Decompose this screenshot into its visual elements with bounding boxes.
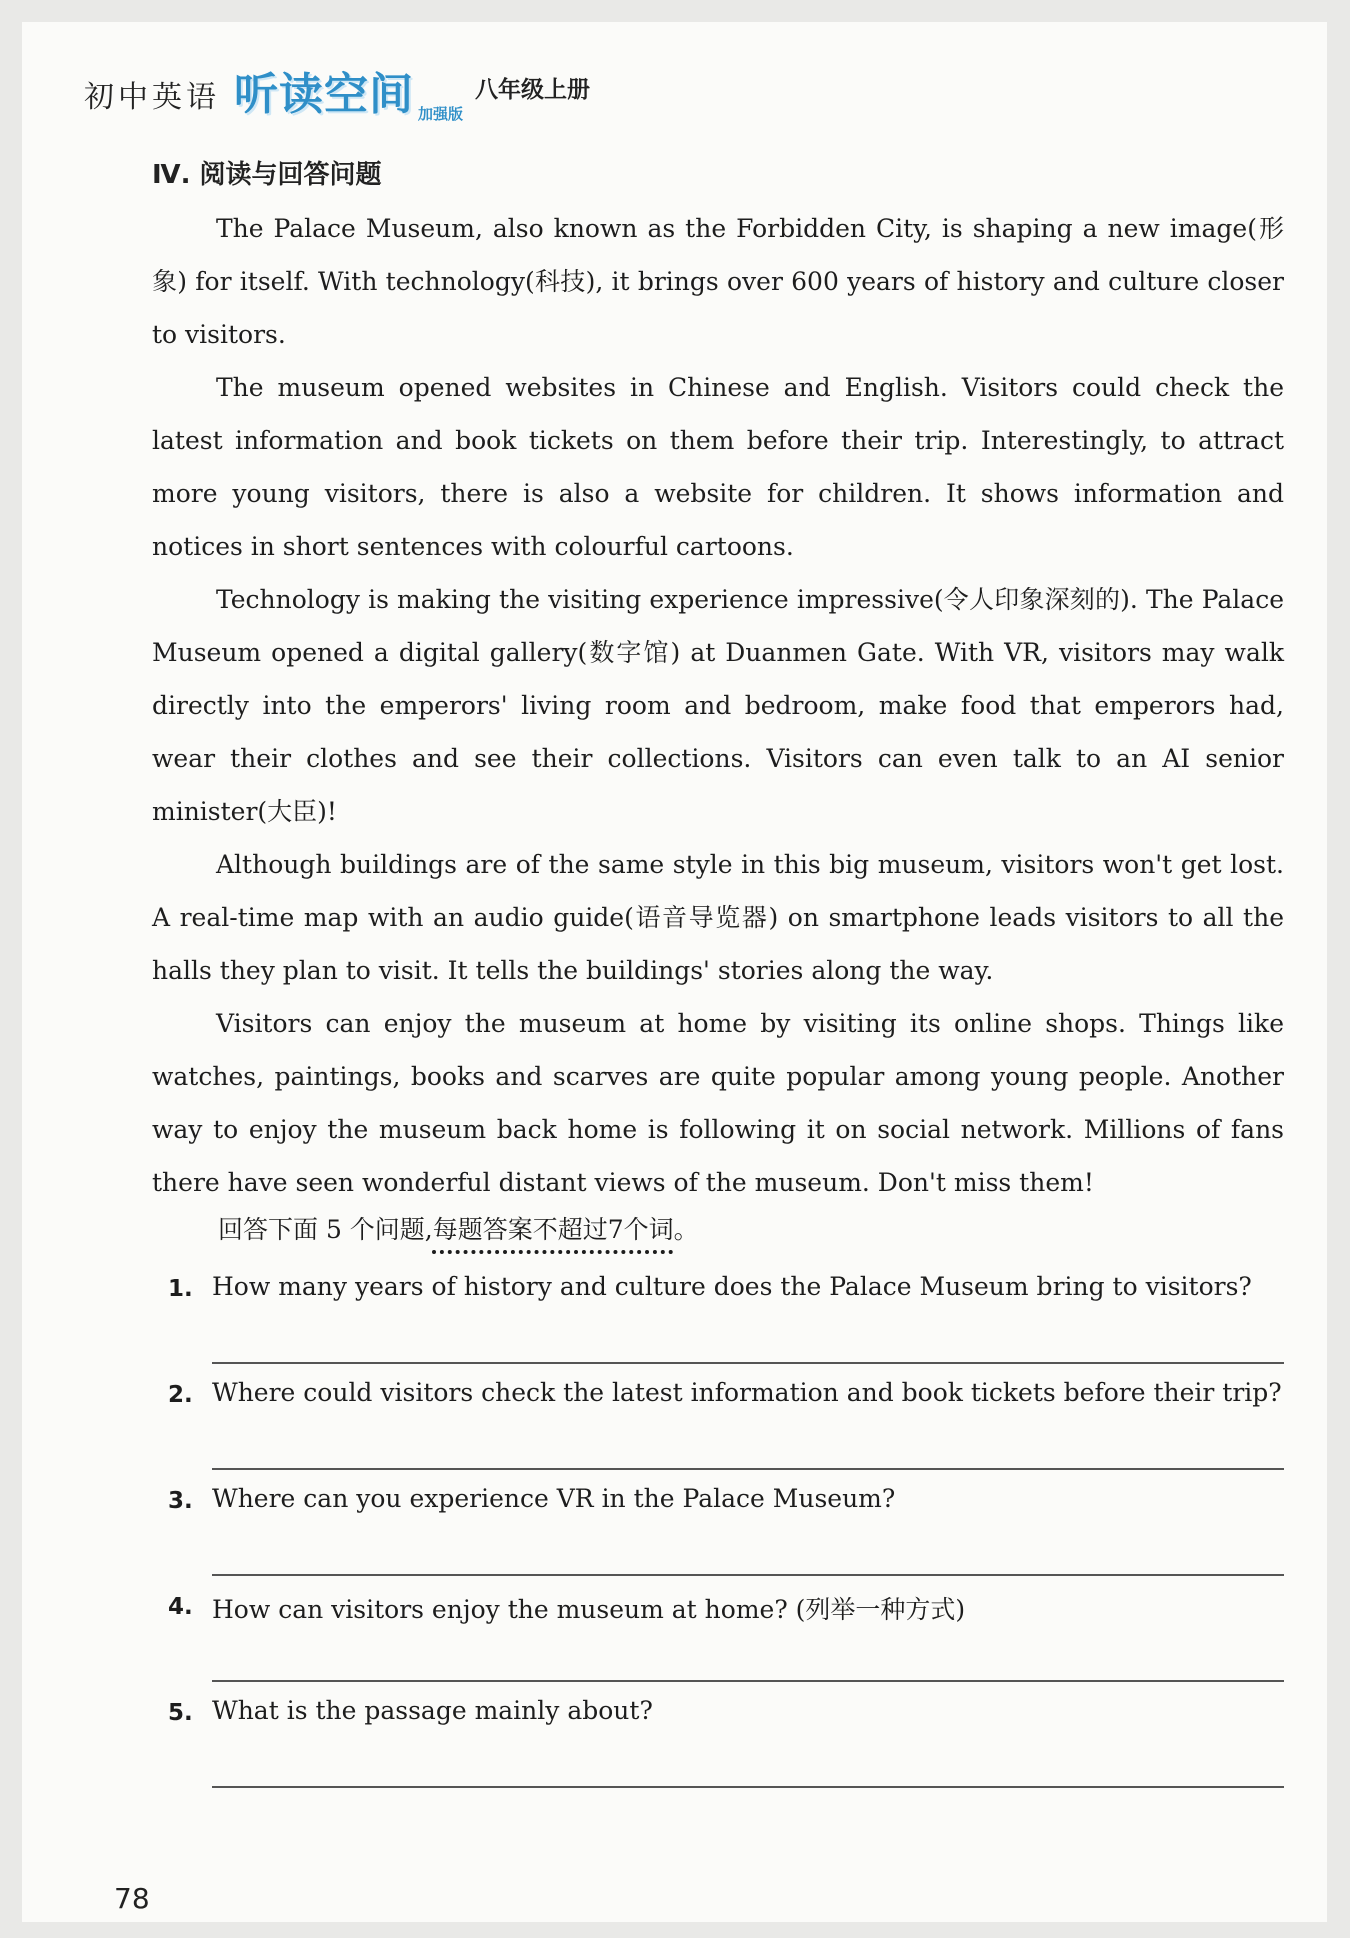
page-header [84,60,590,130]
answer-line[interactable] [212,1362,1284,1364]
brand-logo: 听读空间 [234,69,414,120]
question-item [168,1586,1284,1692]
series-title: 初中英语 [84,80,220,115]
instruction-suffix: 。 [673,1215,699,1244]
question-item [168,1374,1284,1480]
answer-line[interactable] [212,1468,1284,1470]
grade-label: 八年级上册 [475,77,591,103]
section-title: Ⅳ. 阅读与回答问题 [152,160,382,190]
edition-label: 加强版 [418,105,464,123]
question-number: 3. [168,1488,193,1514]
passage-paragraph: The museum opened websites in Chinese and English. Visitors could check the latest information and book tickets on them before their trip. Interestingly, to attract more young visitors, there is also a website for children. It shows information and notices in short sentences with colourful cartoons. [152,373,1284,561]
question-item [168,1268,1284,1374]
question-number: 1. [168,1276,193,1302]
passage-paragraph: Technology is making the visiting experience impressive(令人印象深刻的). The Palace Museum opened a digital gallery(数字馆) at Duanmen Gate. With VR, visitors may walk directly into the emperors' living room and bedroom, make food that emperors had, wear their clothes and see their collections. Visitors can even talk to an AI senior minister(大臣)! [152,585,1284,826]
question-item [168,1480,1284,1586]
reading-passage [152,202,1284,1209]
question-instruction [218,1210,699,1250]
passage-paragraph: The Palace Museum, also known as the Forbidden City, is shaping a new image(形象) for itself. With technology(科技), it brings over 600 years of history and culture closer to visitors. [152,214,1284,349]
question-text: What is the passage mainly about? [212,1696,653,1725]
question-number: 2. [168,1382,193,1408]
workbook-page [22,22,1327,1922]
question-text: Where could visitors check the latest information and book tickets before their trip? [212,1378,1282,1407]
instruction-emphasis: 每题答案不超过7个词 [432,1215,674,1244]
passage-paragraph: Visitors can enjoy the museum at home by visiting its online shops. Things like watches, paintings, books and scarves are quite popular among young people. Another way to enjoy the museum back home is following it on social network. Millions of fans there have seen wonderful distant views of the museum. Don't miss them! [152,1009,1284,1197]
answer-line[interactable] [212,1680,1284,1682]
question-item [168,1692,1284,1798]
question-text: How can visitors enjoy the museum at home? (列举一种方式) [212,1595,966,1624]
question-text: Where can you experience VR in the Palace Museum? [212,1484,896,1513]
question-number: 5. [168,1700,193,1726]
question-list [168,1268,1284,1798]
question-number: 4. [168,1594,193,1620]
page-number: 78 [114,1882,150,1915]
answer-line[interactable] [212,1786,1284,1788]
answer-line[interactable] [212,1574,1284,1576]
question-text: How many years of history and culture does the Palace Museum bring to visitors? [212,1272,1252,1301]
passage-paragraph: Although buildings are of the same style in this big museum, visitors won't get lost. A real-time map with an audio guide(语音导览器) on smartphone leads visitors to all the halls they plan to visit. It tells the buildings' stories along the way. [152,850,1284,985]
instruction-prefix: 回答下面 5 个问题, [218,1215,433,1244]
